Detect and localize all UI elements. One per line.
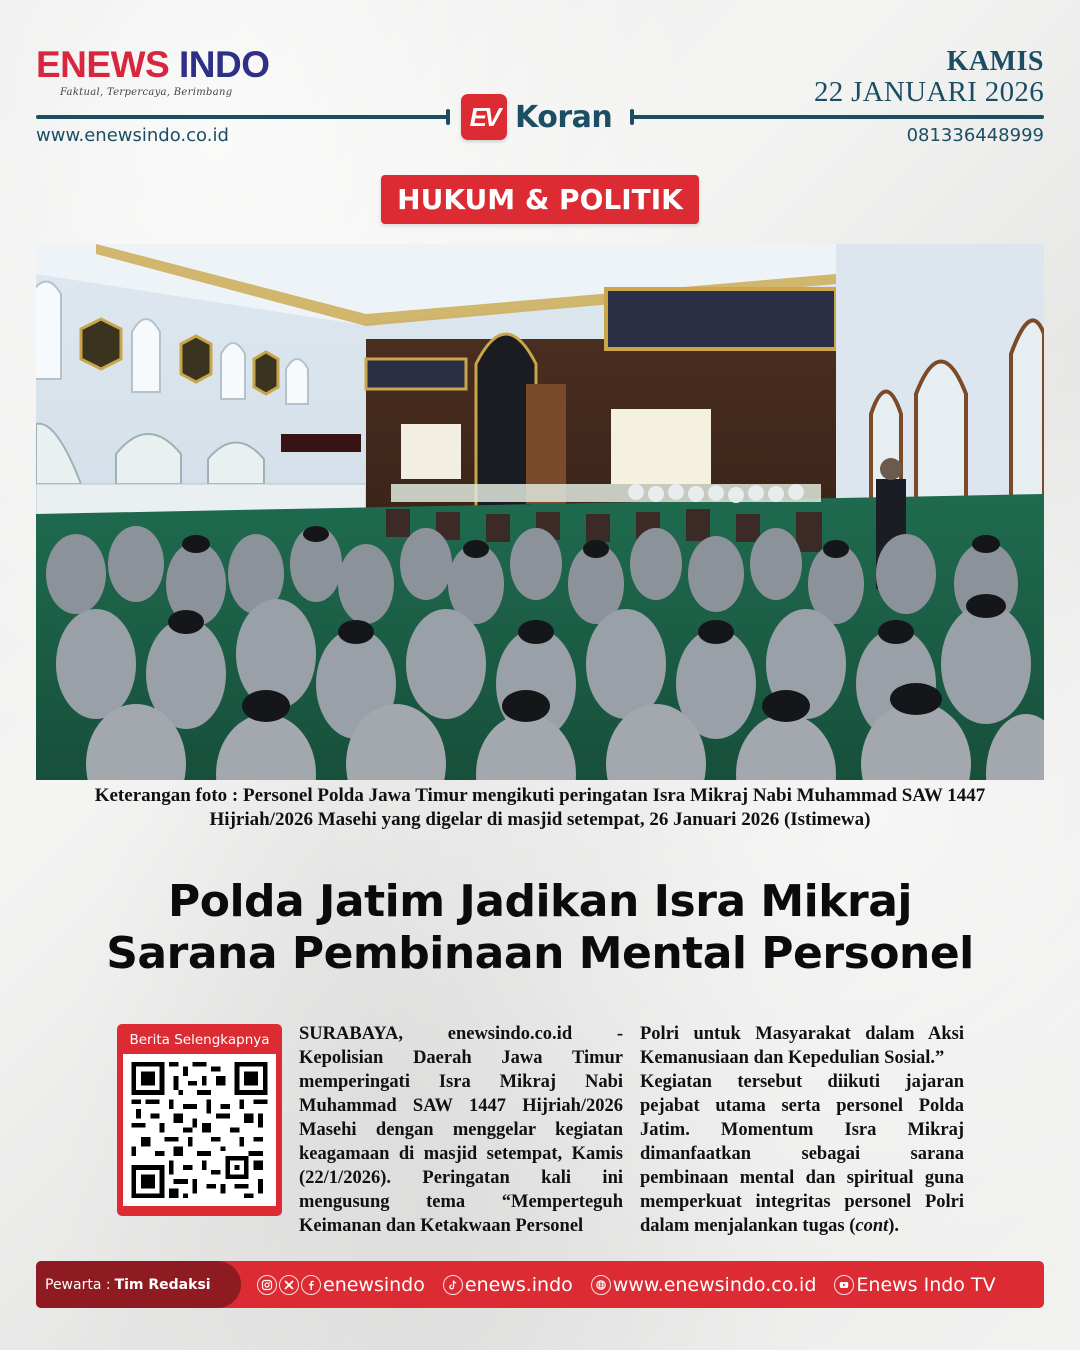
qr-code-icon — [131, 1062, 268, 1198]
header-divider-left — [36, 115, 450, 119]
brand-logo[interactable] — [36, 46, 269, 98]
globe-icon[interactable] — [591, 1275, 611, 1295]
tiktok-link[interactable] — [443, 1274, 573, 1296]
article-line: pembinaan mental dan spiritual guna — [640, 1168, 964, 1188]
youtube-channel-text[interactable]: Enews Indo TV — [856, 1273, 996, 1296]
article-line: keagamaan di masjid setempat, Kamis — [299, 1144, 623, 1164]
header-phone: 081336448999 — [906, 125, 1044, 146]
continued-marker: cont — [855, 1216, 889, 1236]
article-line: Kemanusiaan dan Kepedulian Sosial.” — [640, 1048, 945, 1068]
qr-card[interactable] — [117, 1024, 282, 1216]
article-line: Keimanan dan Ketakwaan Personel — [299, 1216, 584, 1236]
header-website-link[interactable]: www.enewsindo.co.id — [36, 125, 229, 146]
facebook-icon[interactable] — [301, 1275, 321, 1295]
date-full: 22 JANUARI 2026 — [813, 76, 1044, 108]
website-link[interactable] — [591, 1274, 817, 1296]
article-line: mengusung tema “Memperteguh — [299, 1192, 623, 1212]
article-line: Kepolisian Daerah Jawa Timur — [299, 1048, 623, 1068]
brand-name-red: ENEWS — [36, 44, 170, 85]
photo-caption-line-2: Hijriah/2026 Masehi yang digelar di masjid setempat, 26 Januari 2026 (Istimewa) — [209, 809, 871, 830]
tiktok-handle-text[interactable]: enews.indo — [464, 1273, 573, 1296]
koran-badge — [461, 94, 612, 140]
date-day: KAMIS — [946, 46, 1044, 77]
social-handle-text[interactable]: enewsindo — [323, 1273, 425, 1296]
headline-line-1: Polda Jatim Jadikan Isra Mikraj — [167, 876, 912, 927]
article-line: dimanfaatkan sebagai sarana — [640, 1144, 964, 1164]
category-badge: HUKUM & POLITIK — [381, 175, 699, 224]
author-name: Tim Redaksi — [114, 1276, 211, 1293]
article-final-suffix: ). — [888, 1216, 900, 1236]
article-line: (22/1/2026). Peringatan kali ini — [299, 1168, 623, 1188]
article-final-text: dalam menjalankan tugas ( — [640, 1216, 856, 1236]
qr-code[interactable] — [123, 1054, 276, 1206]
instagram-icon[interactable] — [257, 1275, 277, 1295]
article-line: Masehi dengan menggelar kegiatan — [299, 1120, 623, 1140]
header-divider-right — [630, 115, 1044, 119]
article-line: Polri untuk Masyarakat dalam Aksi — [640, 1024, 964, 1044]
website-text[interactable]: www.enewsindo.co.id — [612, 1273, 817, 1296]
brand-name — [36, 46, 269, 83]
date-block — [814, 48, 1044, 107]
youtube-link[interactable] — [834, 1274, 995, 1296]
photo-caption — [30, 784, 1050, 832]
article-column-2 — [640, 1022, 964, 1238]
author-credit — [36, 1261, 241, 1308]
article-column-1 — [299, 1022, 623, 1238]
koran-label: Koran — [515, 99, 613, 135]
tiktok-icon[interactable] — [443, 1275, 463, 1295]
article-line: memperingati Isra Mikraj Nabi — [299, 1072, 623, 1092]
article-line: Muhammad SAW 1447 Hijriah/2026 — [299, 1096, 623, 1116]
brand-name-blue: INDO — [178, 44, 270, 85]
article-line: SURABAYA, enewsindo.co.id - — [299, 1024, 623, 1044]
qr-title: Berita Selengkapnya — [129, 1032, 270, 1048]
brand-tagline: Faktual, Terpercaya, Berimbang — [60, 87, 233, 98]
article-line: pejabat utama serta personel Polda — [640, 1096, 964, 1116]
x-icon[interactable] — [279, 1275, 299, 1295]
social-social-handle[interactable] — [257, 1274, 425, 1296]
footer-bar — [36, 1261, 1044, 1308]
article-line: Jatim. Momentum Isra Mikraj — [640, 1120, 964, 1140]
headline-line-2: Sarana Pembinaan Mental Personel — [106, 928, 974, 979]
ev-logo-icon: EV — [461, 94, 507, 140]
article-line: memperkuat integritas personel Polri — [640, 1192, 964, 1212]
author-label: Pewarta : — [45, 1276, 111, 1293]
photo-caption-line-1: Keterangan foto : Personel Polda Jawa Timur mengikuti peringatan Isra Mikraj Nabi Muhammad SAW 1447 — [94, 785, 986, 806]
mosque-photo-illustration — [36, 244, 1044, 780]
article-photo — [36, 244, 1044, 780]
article-headline — [40, 876, 1040, 980]
youtube-icon[interactable] — [834, 1275, 854, 1295]
article-line: Kegiatan tersebut diikuti jajaran — [640, 1072, 964, 1092]
article-line-final — [640, 1214, 964, 1238]
